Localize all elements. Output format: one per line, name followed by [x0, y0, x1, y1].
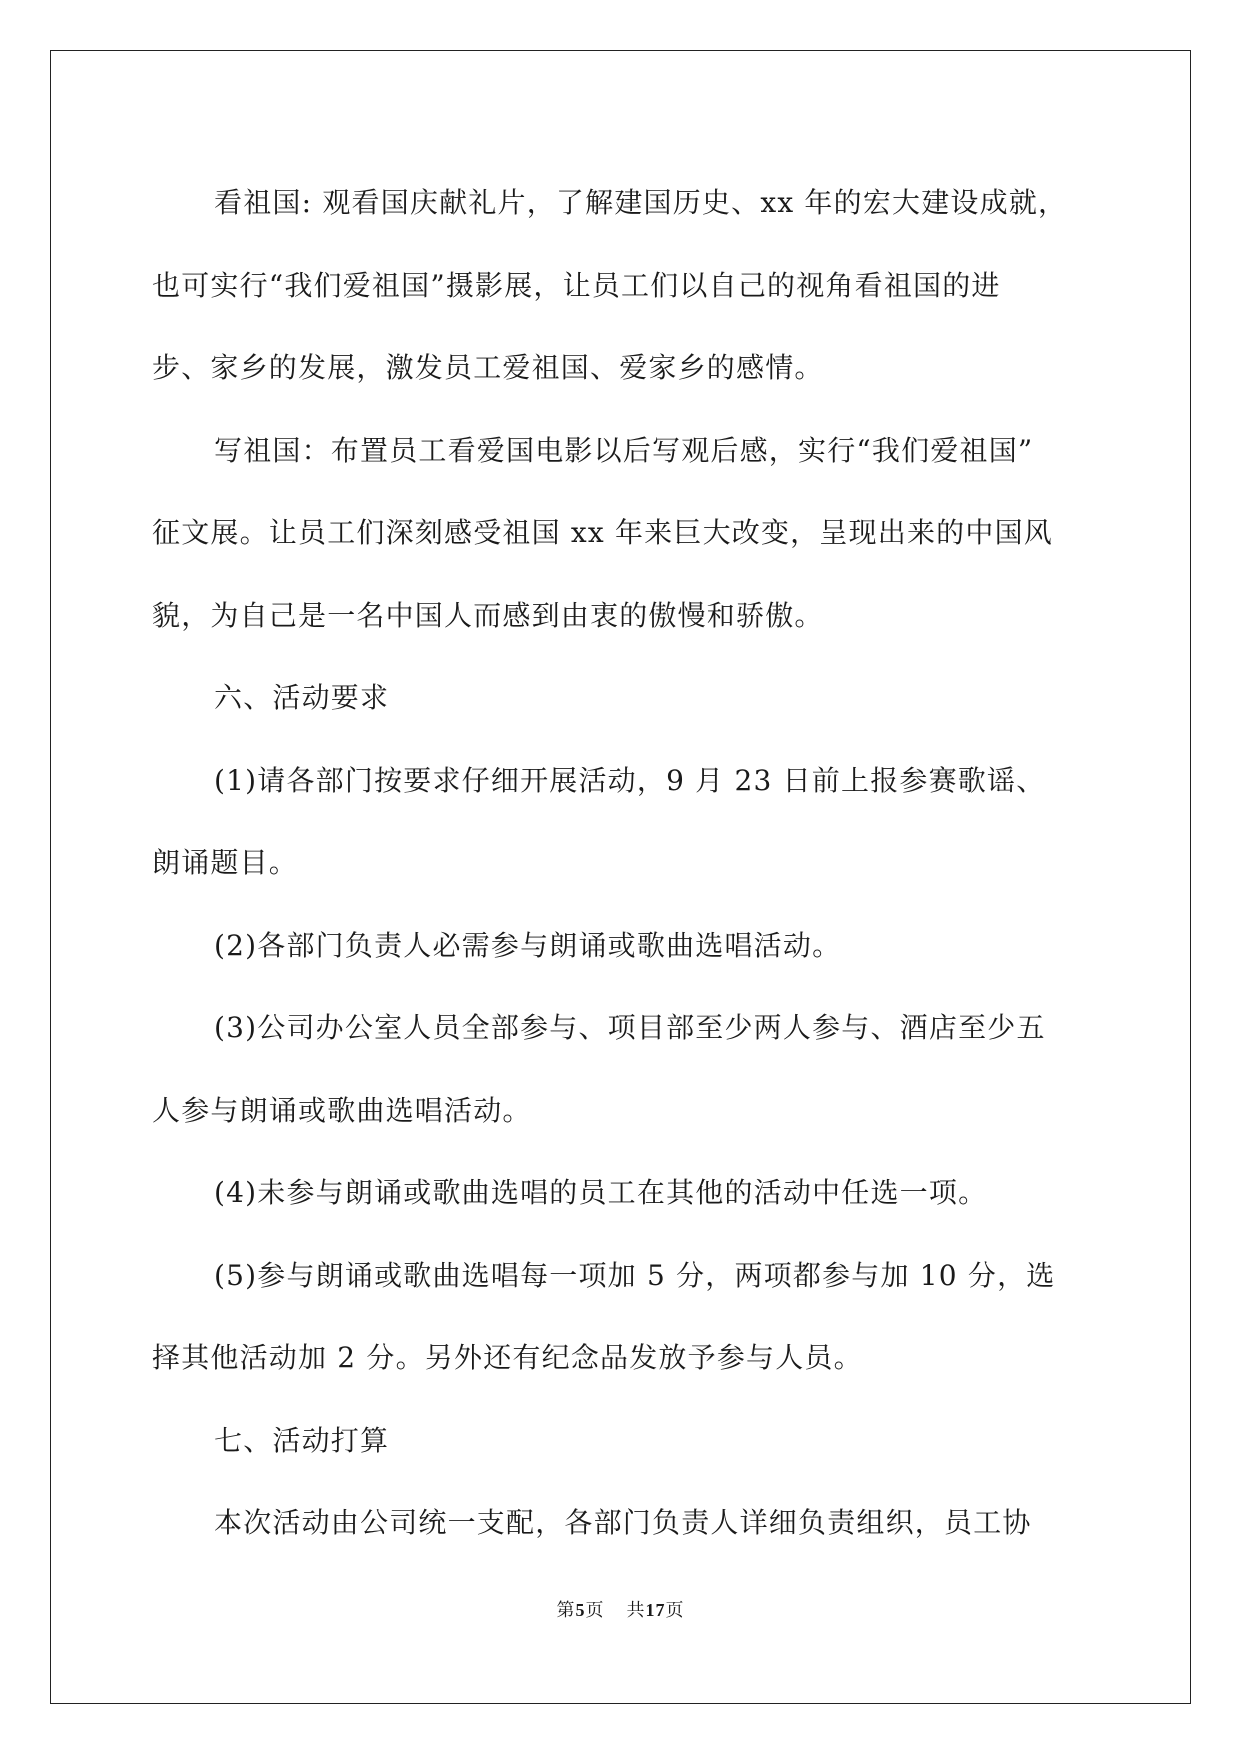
- requirement-item-3: [152, 987, 1092, 1152]
- heading-text: 六、活动要求: [214, 681, 390, 714]
- requirement-item-1: [152, 740, 1092, 905]
- page-prefix: 第: [556, 1600, 576, 1621]
- page-footer: [0, 1596, 1241, 1622]
- text-line: 人参与朗诵或歌曲选唱活动。: [152, 1093, 532, 1127]
- text-line: (1)请各部门按要求仔细开展活动，9 月 23 日前上报参赛歌谣、: [214, 763, 1046, 797]
- text-line: 看祖国: 观看国庆献礼片，了解建国历史、xx 年的宏大建设成就，: [214, 186, 1068, 219]
- text-line: 本次活动由公司统一支配，各部门负责人详细负责组织，员工协: [214, 1506, 1032, 1539]
- text-line: (5)参与朗诵或歌曲选唱每一项加 5 分，两项都参与加 10 分，选: [214, 1258, 1056, 1292]
- text-line: (3)公司办公室人员全部参与、项目部至少两人参与、酒店至少五: [214, 1011, 1046, 1044]
- requirement-item-2: [152, 905, 1092, 988]
- paragraph-write-motherland: [152, 410, 1092, 658]
- total-prefix: 共: [626, 1600, 646, 1621]
- text-line: (4)未参与朗诵或歌曲选唱的员工在其他的活动中任选一项。: [214, 1176, 988, 1209]
- page-current: 5: [575, 1600, 586, 1620]
- heading-text: 七、活动打算: [214, 1423, 390, 1457]
- text-line: 征文展。让员工们深刻感受祖国 xx 年来巨大改变，呈现出来的中国风: [152, 516, 1053, 549]
- text-line: (2)各部门负责人必需参与朗诵或歌曲选唱活动。: [214, 928, 842, 962]
- requirement-item-4: [152, 1152, 1092, 1235]
- text-line: 步、家乡的发展，激发员工爱祖国、爱家乡的感情。: [152, 351, 824, 384]
- paragraph-plan: [152, 1482, 1092, 1565]
- requirement-item-5: [152, 1235, 1092, 1400]
- paragraph-see-motherland: [152, 162, 1092, 410]
- text-line: 择其他活动加 2 分。另外还有纪念品发放予参与人员。: [152, 1341, 863, 1374]
- text-line: 写祖国：布置员工看爱国电影以后写观后感，实行“我们爱祖国”: [214, 433, 1034, 467]
- text-line: 也可实行“我们爱祖国”摄影展，让员工们以自己的视角看祖国的进: [152, 268, 1001, 302]
- section-heading-plan: [152, 1400, 1092, 1483]
- page-total: 17: [645, 1600, 666, 1620]
- text-line: 貌，为自己是一名中国人而感到由衷的傲慢和骄傲。: [152, 598, 824, 632]
- document-body: [152, 162, 1092, 1565]
- total-suffix: 页: [665, 1600, 685, 1621]
- section-heading-requirements: [152, 657, 1092, 740]
- text-line: 朗诵题目。: [152, 846, 299, 879]
- page-suffix: 页: [585, 1600, 605, 1621]
